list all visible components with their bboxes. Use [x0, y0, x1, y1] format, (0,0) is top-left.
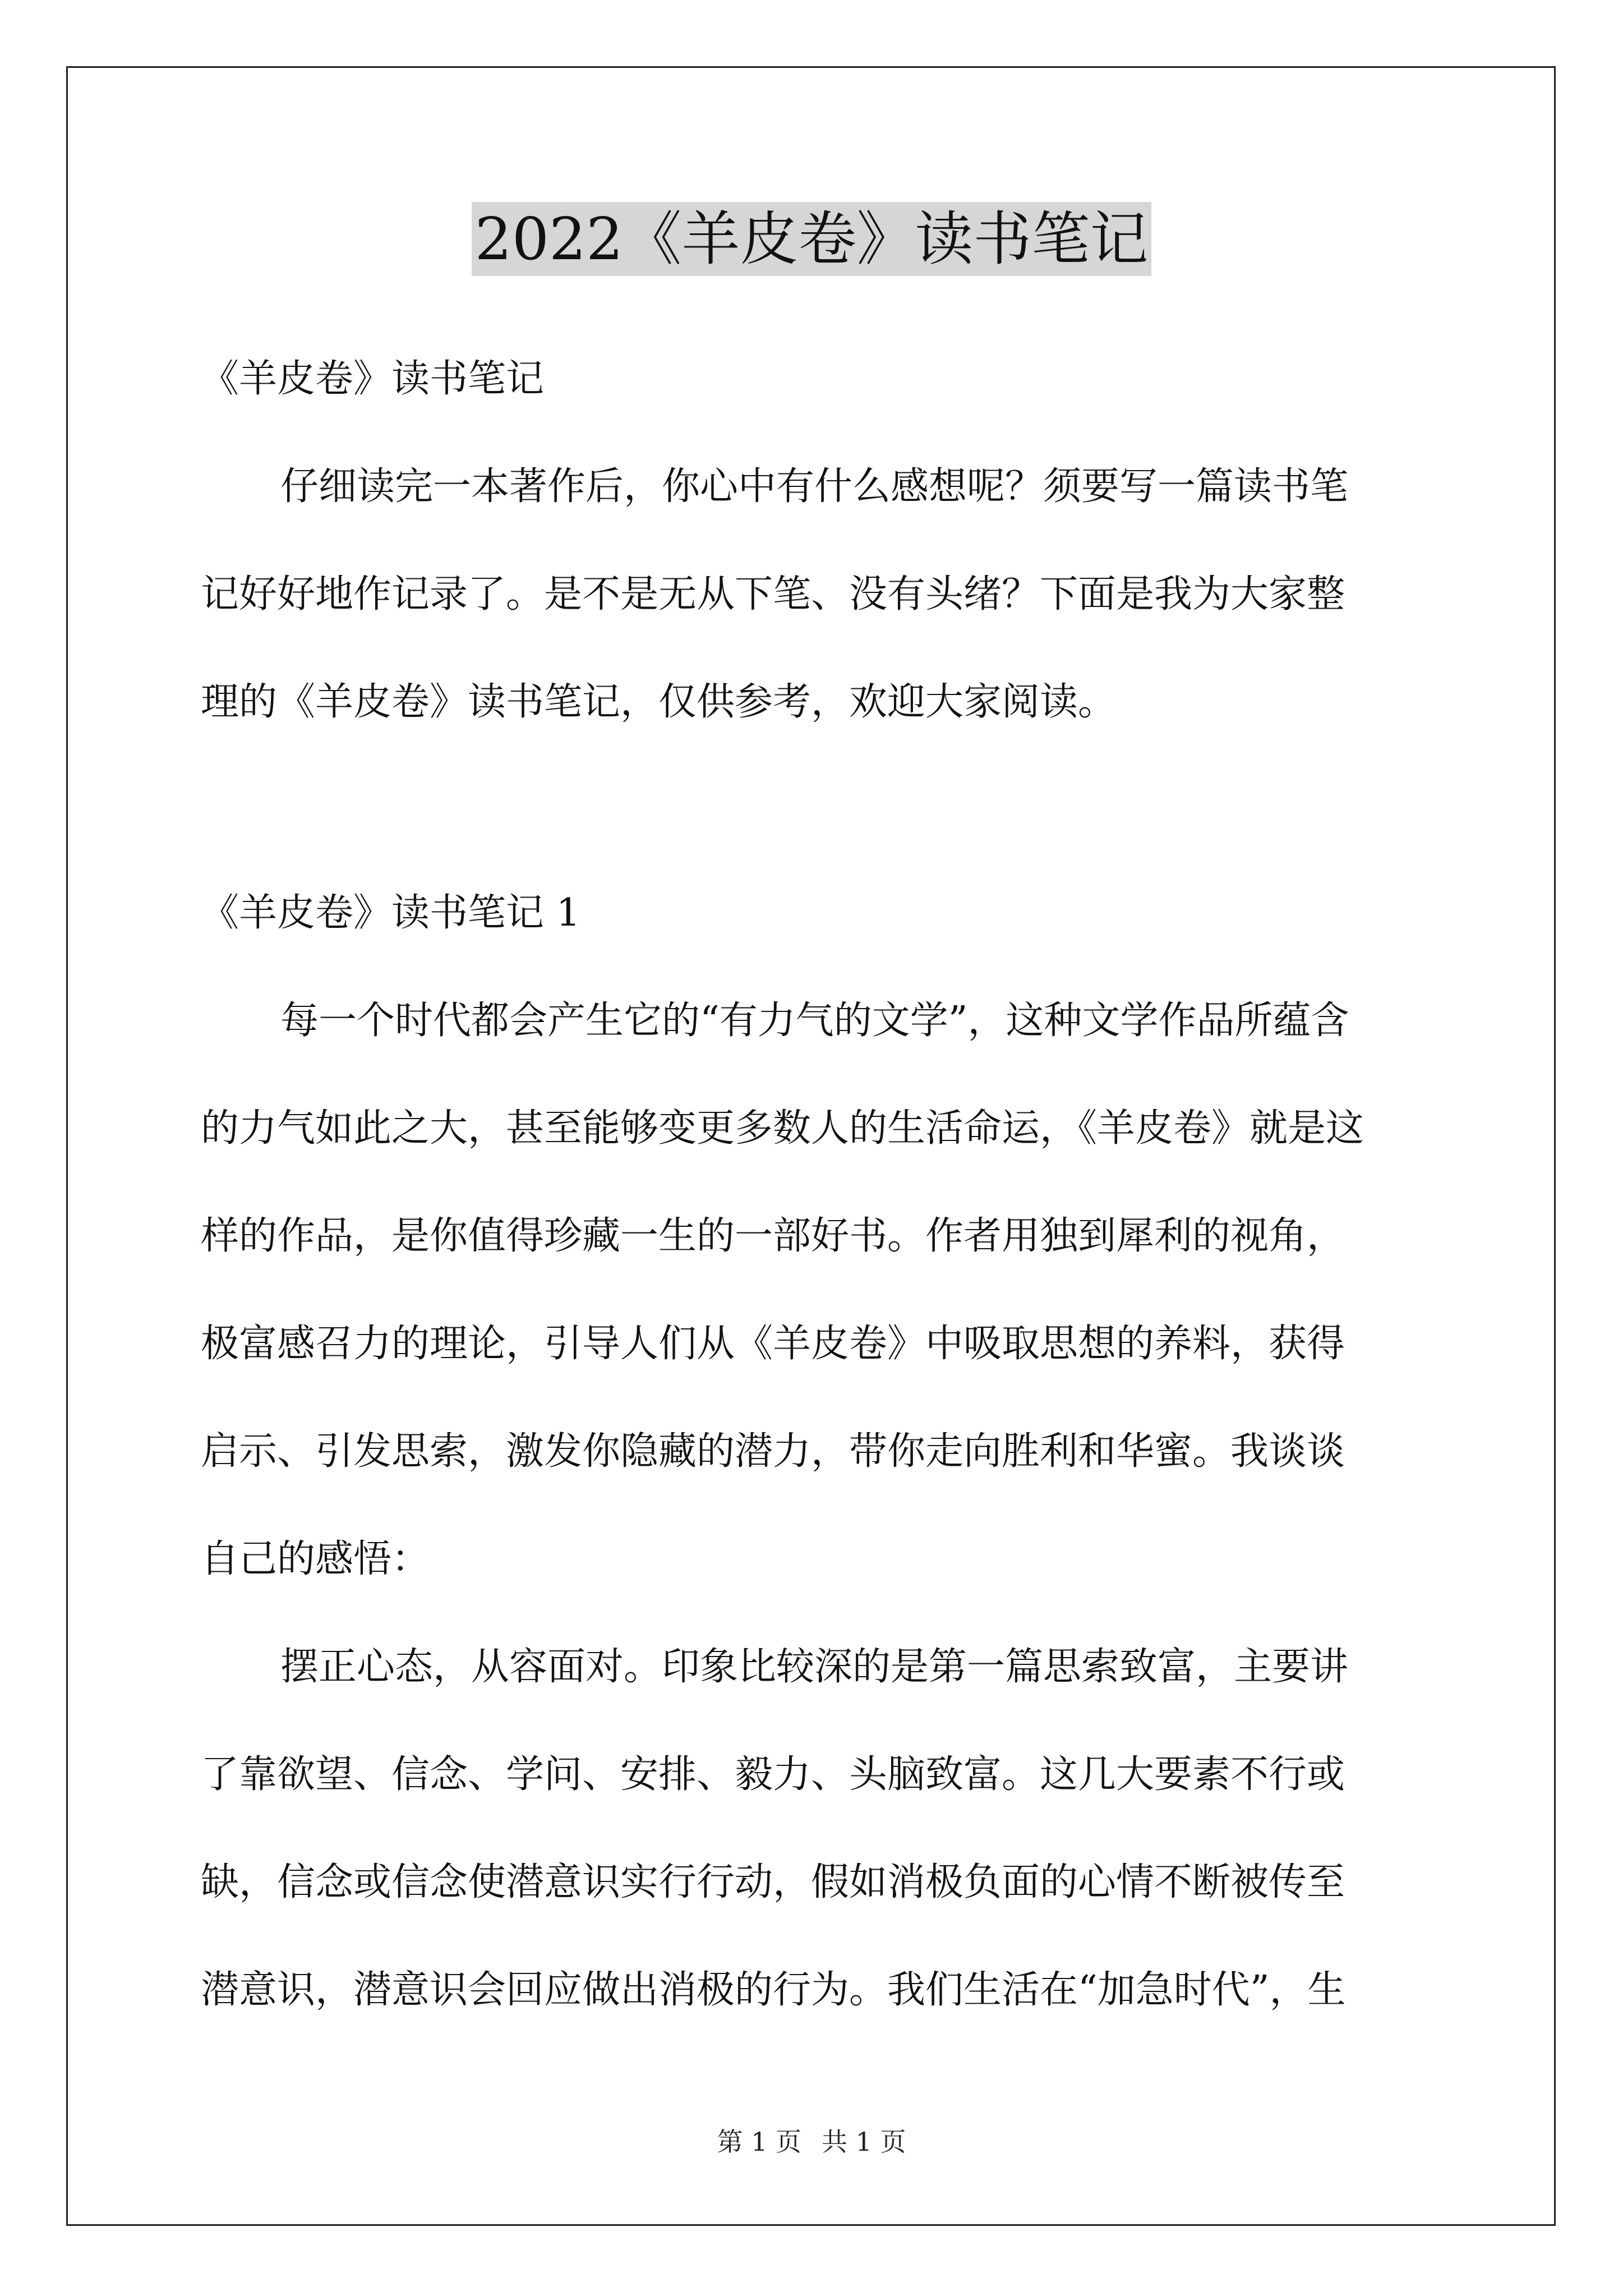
body-line: 摆正心态，从容面对。印象比较深的是第一篇思索致富，主要讲 — [280, 1645, 1349, 1689]
intro-line: 理的《羊皮卷》读书笔记，仅供参考，欢迎大家阅读。 — [201, 680, 1117, 724]
body-line: 了靠欲望、信念、学问、安排、毅力、头脑致富。这几大要素不行或 — [201, 1752, 1345, 1797]
page-footer — [0, 2125, 1623, 2159]
intro-line: 仔细读完一本著作后，你心中有什么感想呢？须要写一篇读书笔 — [280, 464, 1349, 509]
subtitle: 《羊皮卷》读书笔记 — [201, 357, 545, 401]
body-line: 样的作品，是你值得珍藏一生的一部好书。作者用独到犀利的视角， — [201, 1214, 1345, 1258]
body-line: 极富感召力的理论，引导人们从《羊皮卷》中吸取思想的养料，获得 — [201, 1322, 1345, 1366]
body-line: 的力气如此之大，甚至能够变更多数人的生活命运，《羊皮卷》就是这 — [201, 1106, 1364, 1151]
section-heading: 《羊皮卷》读书笔记 1 — [201, 891, 580, 935]
body-line: 潜意识，潜意识会回应做出消极的行为。我们生活在“加急时代”，生 — [201, 1968, 1346, 2012]
intro-line: 记好好地作记录了。是不是无从下笔、没有头绪？下面是我为大家整 — [201, 572, 1345, 616]
body-line: 启示、引发思索，激发你隐藏的潜力，带你走向胜利和华蜜。我谈谈 — [201, 1429, 1345, 1474]
body-line: 自己的感悟： — [201, 1537, 430, 1581]
document-title: 2022《羊皮卷》读书笔记 — [472, 202, 1152, 276]
page-number: 第 1 页 — [717, 2127, 801, 2157]
body-line: 每一个时代都会产生它的“有力气的文学”，这种文学作品所蕴含 — [280, 999, 1349, 1043]
page-total: 共 1 页 — [822, 2127, 906, 2157]
body-line: 缺，信念或信念使潜意识实行行动，假如消极负面的心情不断被传至 — [201, 1860, 1345, 1904]
title-container — [0, 202, 1623, 276]
